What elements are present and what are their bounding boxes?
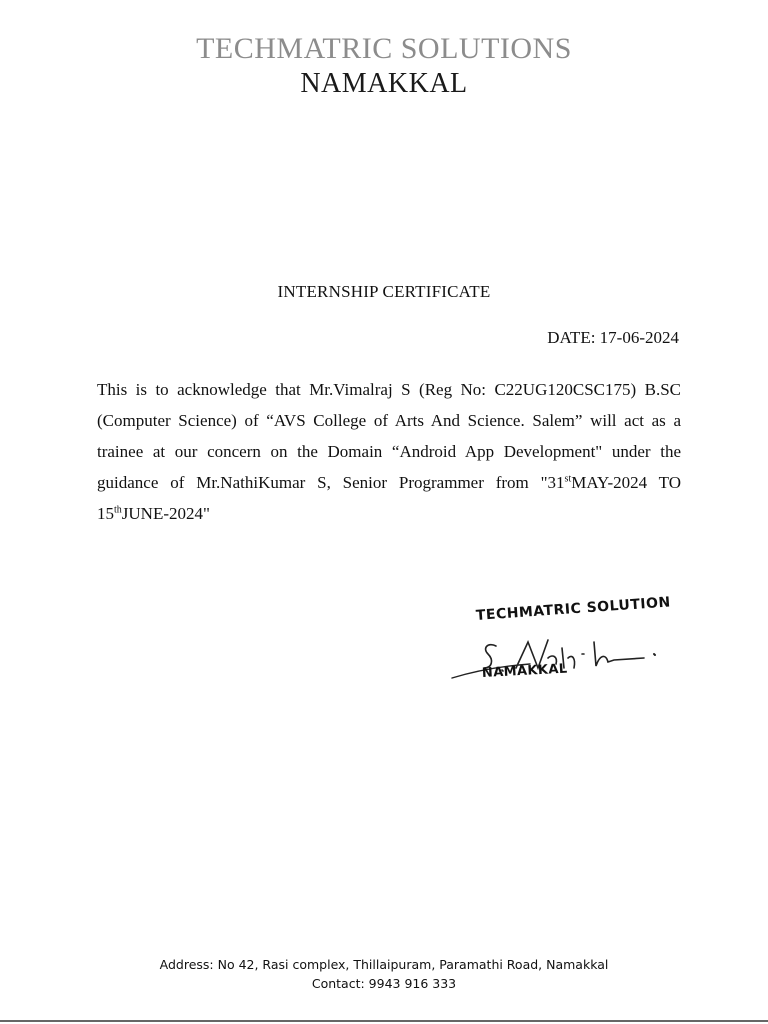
body-superscript-2: th	[114, 504, 122, 516]
footer-address: Address: No 42, Rasi complex, Thillaipuram, Paramathi Road, Namakkal	[159, 957, 609, 972]
company-name: TECHMATRIC SOLUTIONS	[196, 32, 572, 65]
body-text-part-3: JUNE-2024"	[121, 504, 210, 523]
company-stamp	[448, 594, 688, 698]
bottom-divider	[0, 1020, 768, 1022]
body-text-part-2: MAY-2024 TO 15	[97, 473, 681, 523]
footer-contact: Contact: 9943 916 333	[311, 976, 457, 991]
stamp-city: NAMAKKAL	[481, 661, 568, 681]
certificate-body	[97, 374, 681, 529]
stamp-company-name: TECHMATRIC SOLUTION	[475, 594, 672, 624]
certificate-date: DATE: 17-06-2024	[547, 328, 679, 347]
body-text-part-1: This is to acknowledge that Mr.Vimalraj S (Reg No: C22UG120CSC175) B.SC (Computer Science) of “AVS College of Arts And Science. Salem” will act as a trainee at our concern on the Domain “Android App Development" under the guidance of Mr.NathiKumar S, Senior Programmer from "31	[97, 380, 681, 492]
body-superscript-1: st	[564, 473, 572, 485]
certificate-title: INTERNSHIP CERTIFICATE	[277, 282, 491, 301]
footer	[0, 955, 768, 993]
company-city: NAMAKKAL	[300, 68, 468, 99]
letterhead	[0, 32, 768, 100]
